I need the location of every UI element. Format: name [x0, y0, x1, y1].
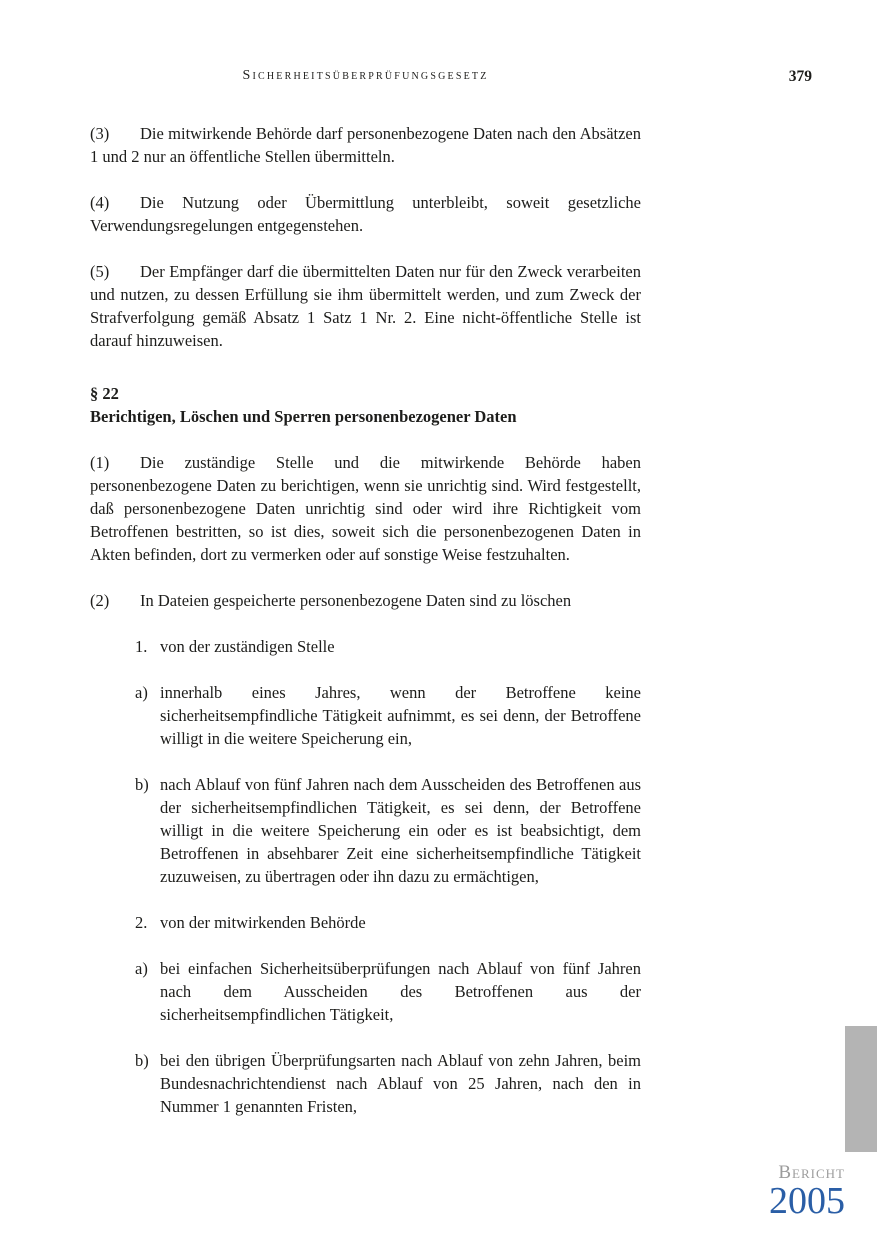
report-block — [769, 1162, 845, 1222]
section-number: § 22 — [90, 384, 119, 403]
list-item-2b — [90, 1049, 641, 1118]
item-marker: 1. — [135, 637, 148, 656]
list-item-2 — [90, 911, 641, 934]
text-column — [90, 122, 641, 1141]
paragraph-2 — [90, 589, 641, 612]
running-head — [90, 68, 812, 88]
paragraph-number: (2) — [90, 591, 110, 610]
paragraph-text: Die zuständige Stelle und die mitwirkende Behörde haben personenbezogene Daten zu berichtigen, wenn sie unrichtig sind. Wird festgestellt, daß personenbezogene Daten unrichtig sind oder wird ihre Richtigkeit vom Betroffenen bestritten, so ist dies, soweit sich die personenbezogenen Daten in Akten befinden, dort zu vermerken oder auf sonstige Weise festzuhalten. — [90, 453, 641, 564]
section-heading — [90, 382, 641, 428]
paragraph-text: Die Nutzung oder Übermittlung unterbleibt, soweit gesetzliche Verwendungsregelungen entgegenstehen. — [90, 193, 641, 235]
edge-tab — [845, 1026, 877, 1152]
item-marker: 2. — [135, 913, 148, 932]
paragraph-number: (5) — [90, 262, 110, 281]
paragraph-number: (4) — [90, 193, 110, 212]
item-marker: a) — [135, 683, 148, 702]
list-item-1b — [90, 773, 641, 888]
paragraph-text: In Dateien gespeicherte personenbezogene Daten sind zu löschen — [140, 591, 572, 610]
list-item-1 — [90, 635, 641, 658]
paragraph-text: Der Empfänger darf die übermittelten Daten nur für den Zweck verarbeiten und nutzen, zu dessen Erfüllung sie ihm übermittelt werden, und zum Zweck der Strafverfolgung gemäß Absatz 1 Satz 1 Nr. 2. Eine nicht-öffentliche Stelle ist darauf hinzuweisen. — [90, 262, 641, 350]
page-number: 379 — [788, 68, 812, 85]
list-item-2a — [90, 957, 641, 1026]
report-year: 2005 — [769, 1180, 845, 1222]
report-label: Bericht — [778, 1162, 845, 1183]
section-title: Berichtigen, Löschen und Sperren personenbezogener Daten — [90, 407, 517, 426]
paragraph-text: Die mitwirkende Behörde darf personenbezogene Daten nach den Absätzen 1 und 2 nur an öffentliche Stellen übermitteln. — [90, 124, 641, 166]
paragraph-number: (1) — [90, 453, 110, 472]
paragraph-4 — [90, 191, 641, 237]
running-title: Sicherheitsüberprüfungsgesetz — [242, 68, 489, 83]
paragraph-1 — [90, 451, 641, 566]
item-text: von der zuständigen Stelle — [160, 637, 335, 656]
item-marker: b) — [135, 775, 149, 794]
item-text: innerhalb eines Jahres, wenn der Betroffene keine sicherheitsempfindliche Tätigkeit aufnimmt, es sei denn, der Betroffene willigt in die weitere Speicherung ein, — [160, 683, 641, 748]
item-text: bei einfachen Sicherheitsüberprüfungen nach Ablauf von fünf Jahren nach dem Ausscheiden des Betroffenen aus der sicherheitsempfindlichen Tätigkeit, — [160, 959, 641, 1024]
paragraph-number: (3) — [90, 124, 110, 143]
paragraph-3 — [90, 122, 641, 168]
paragraph-5 — [90, 260, 641, 352]
item-marker: a) — [135, 959, 148, 978]
item-marker: b) — [135, 1051, 149, 1070]
item-text: bei den übrigen Überprüfungsarten nach Ablauf von zehn Jahren, beim Bundesnachrichtendienst nach Ablauf von 25 Jahren, nach den in Nummer 1 genannten Fristen, — [160, 1051, 641, 1116]
item-text: von der mitwirkenden Behörde — [160, 913, 366, 932]
list-item-1a — [90, 681, 641, 750]
item-text: nach Ablauf von fünf Jahren nach dem Ausscheiden des Betroffenen aus der sicherheitsempfindlichen Tätigkeit, es sei denn, der Betroffene willigt in die weitere Speicherung ein oder es ist beabsichtigt, dem Betroffenen in absehbarer Zeit eine sicherheitsempfindliche Tätigkeit zuzuweisen, zu übertragen oder ihn dazu zu ermächtigen, — [160, 775, 641, 886]
